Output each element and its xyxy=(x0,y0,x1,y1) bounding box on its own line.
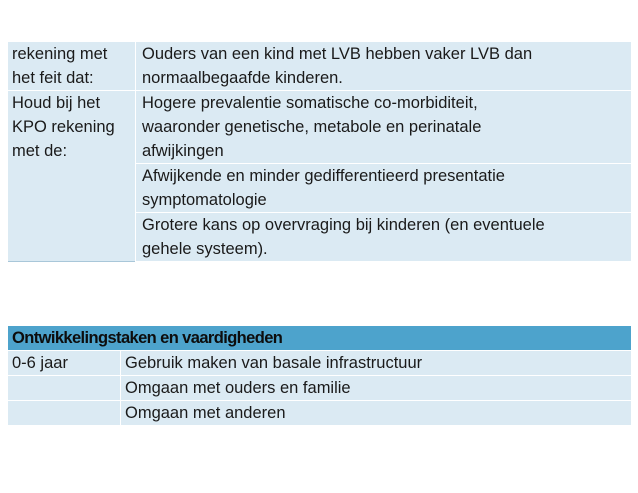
row-value-line: waaronder genetische, metabole en perinatale xyxy=(142,118,482,136)
row-value-line: afwijkingen xyxy=(142,142,224,160)
row-value-line: gehele systeem). xyxy=(142,240,268,258)
row-label-line: het feit dat: xyxy=(12,69,94,87)
table-row xyxy=(8,213,632,262)
row-label-line: met de: xyxy=(12,142,68,160)
row-value-line: Hogere prevalentie somatische co-morbiditeit, xyxy=(142,94,478,112)
table-header-row xyxy=(8,326,632,351)
table-row xyxy=(8,401,632,426)
row-value-line: Afwijkende en minder gedifferentieerd presentatie xyxy=(142,167,505,185)
row-label xyxy=(8,91,136,164)
row-label-line: KPO rekening xyxy=(12,118,115,136)
age-label-empty xyxy=(8,401,121,426)
row-value-line: symptomatologie xyxy=(142,191,267,209)
age-label-empty xyxy=(8,376,121,401)
row-value xyxy=(136,91,632,164)
development-tasks-table xyxy=(7,325,632,426)
table-row xyxy=(8,91,632,164)
table-row xyxy=(8,42,632,91)
lvb-info-table xyxy=(7,41,632,262)
row-value xyxy=(136,42,632,91)
task-item: Omgaan met ouders en familie xyxy=(121,376,632,401)
task-item: Omgaan met anderen xyxy=(121,401,632,426)
age-label: 0-6 jaar xyxy=(8,351,121,376)
table-row xyxy=(8,351,632,376)
row-value xyxy=(136,164,632,213)
table-row xyxy=(8,376,632,401)
table-row xyxy=(8,164,632,213)
row-label-line: Houd bij het xyxy=(12,94,101,112)
row-value-line: Ouders van een kind met LVB hebben vaker LVB dan xyxy=(142,45,533,63)
row-label-empty xyxy=(8,164,136,213)
row-value xyxy=(136,213,632,262)
row-label-empty xyxy=(8,213,136,262)
row-label xyxy=(8,42,136,91)
task-item: Gebruik maken van basale infrastructuur xyxy=(121,351,632,376)
row-label-line: rekening met xyxy=(12,45,108,63)
row-value-line: normaalbegaafde kinderen. xyxy=(142,69,343,87)
table-header: Ontwikkelingstaken en vaardigheden xyxy=(8,326,632,351)
row-value-line: Grotere kans op overvraging bij kinderen (en eventuele xyxy=(142,216,545,234)
